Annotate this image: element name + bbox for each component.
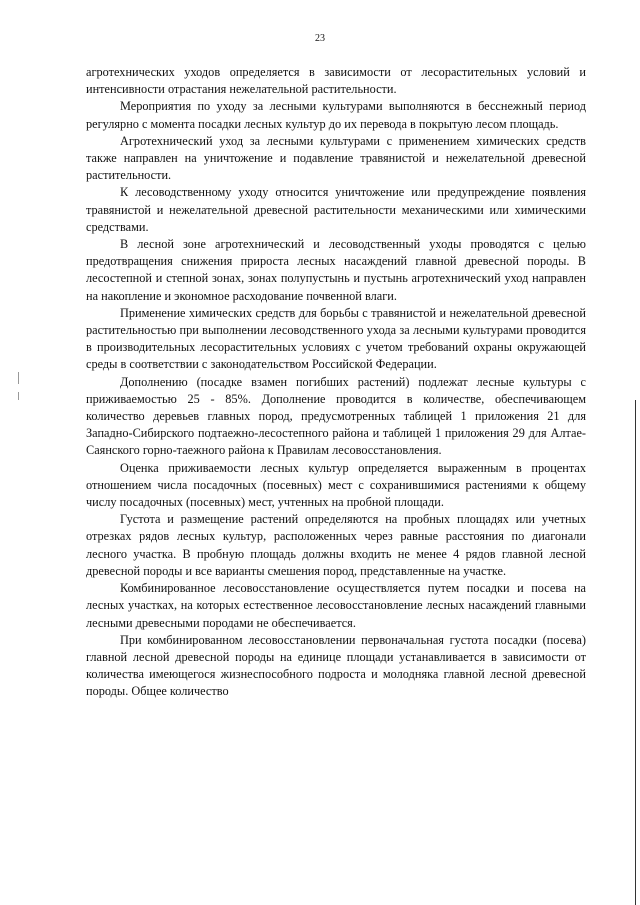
paragraph-combined-reforestation: Комбинированное лесовосстановление осуществляется путем посадки и посева на лесных участках, на которых естественное лесовосстановление лесных насаждений главными лесными древесными породами не обеспечивается.: [86, 581, 586, 630]
scan-speck: [18, 392, 19, 400]
scan-speck: [18, 372, 19, 384]
paragraph-continuation: агротехнических уходов определяется в зависимости от лесорастительных условий и интенсивности отрастания нежелательной растительности.: [86, 65, 586, 97]
scan-edge-line: [635, 400, 636, 905]
paragraph-chemical-care: Агротехнический уход за лесными культурами с применением химических средств также направлен на уничтожение и подавление травянистой и нежелательной древесной растительности.: [86, 133, 586, 183]
document-body: [86, 64, 586, 701]
paragraph-supplement-planting: Дополнению (посадке взамен погибших растений) подлежат лесные культуры с приживаемостью 25 - 85%. Дополнение проводится в количестве, обеспечивающем количество деревьев главных пород, предусмотренных таблицей 1 приложения 21 для Западно-Сибирского подтаежно-лесостепного района и таблицей 1 приложения 29 для Алтае-Саянского горно-таежного района к Правилам лесовосстановления.: [86, 374, 586, 458]
page-number: 23: [315, 33, 325, 44]
paragraph-survival-assessment: Оценка приживаемости лесных культур определяется выраженным в процентах отношением числа посадочных (посевных) мест с сохранившимися растениями к общему числу посадочных (посевных) мест, учтенных на пробной площади.: [86, 460, 586, 510]
paragraph-density-placement: Густота и размещение растений определяются на пробных площадях или учетных отрезках рядов лесных культур, расположенных через равные расстояния по диагонали лесного участка. В пробную площадь должны входить не менее 4 рядов главной лесной древесной породы и все варианты смешения пород, представленные на участке.: [86, 512, 586, 578]
paragraph-silvicultural-care: К лесоводственному уходу относится уничтожение или предупреждение появления травянистой и нежелательной древесной растительности механическими или химическими средствами.: [86, 185, 586, 234]
paragraph-chemical-application: Применение химических средств для борьбы с травянистой и нежелательной древесной растительностью при выполнении лесоводственного ухода за лесными культурами проводится в производительных лесорастительных условиях с учетом требований охраны окружающей среды в соответствии с законодательством Российской Федерации.: [86, 305, 586, 372]
paragraph-initial-density: При комбинированном лесовосстановлении первоначальная густота посадки (посева) главной лесной древесной породы на единице площади устанавливается в зависимости от количества имеющегося жизнеспособного подроста и молодняка главной лесной древесной породы. Общее количество: [86, 632, 586, 699]
paragraph-forest-zone-care: В лесной зоне агротехнический и лесоводственный уходы проводятся с целью предотвращения снижения прироста лесных насаждений главной древесной породы. В лесостепной и степной зонах, зонах полупустынь и пустынь агротехнический уход направлен на накопление и экономное расходование почвенной влаги.: [86, 237, 586, 303]
paragraph-care-period: Мероприятия по уходу за лесными культурами выполняются в бесснежный период регулярно с момента посадки лесных культур до их перевода в покрытую лесом площадь.: [86, 99, 586, 131]
